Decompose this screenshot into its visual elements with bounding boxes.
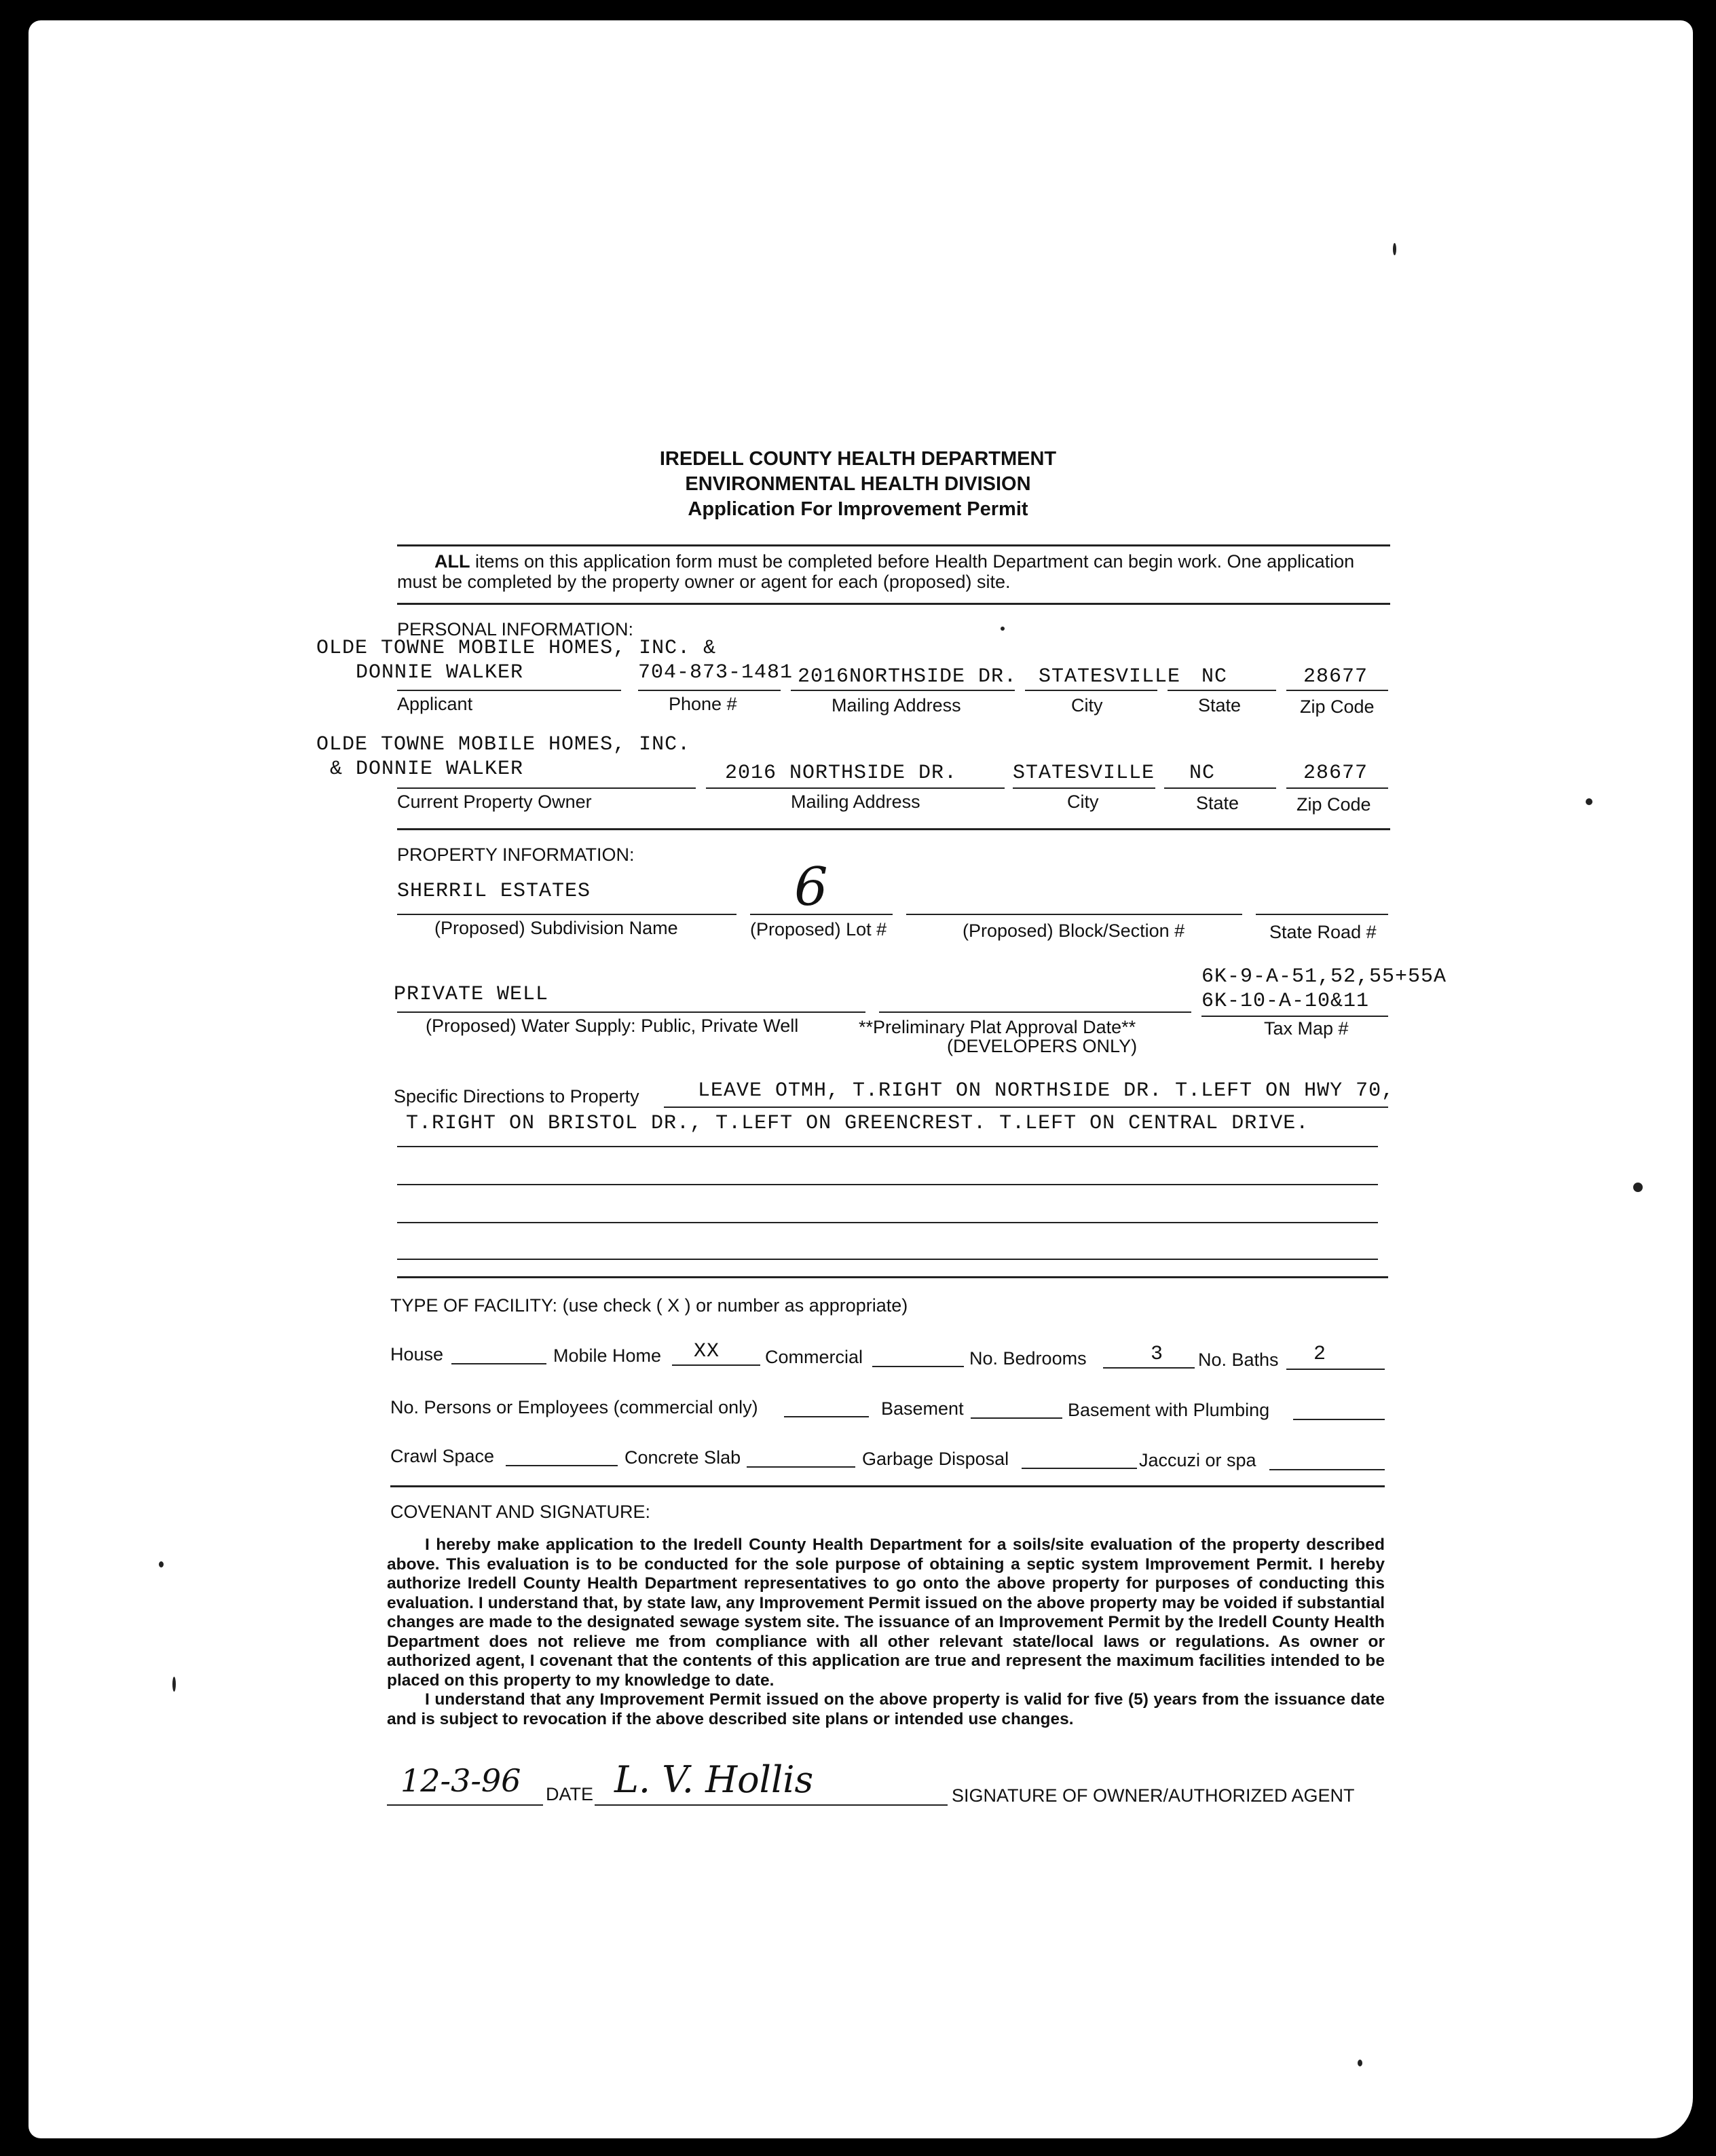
- scan-mark: [1393, 243, 1396, 255]
- subdivision-label: (Proposed) Subdivision Name: [434, 918, 678, 938]
- mailing-label: Mailing Address: [832, 695, 961, 715]
- applicant-mailing-address: 2016NORTHSIDE DR.: [798, 665, 1018, 688]
- owner-zip-label: Zip Code: [1297, 794, 1371, 815]
- header-rule: [397, 544, 1390, 546]
- owner-label: Current Property Owner: [397, 792, 592, 812]
- water-field-line: [397, 1011, 865, 1013]
- crawl-space-field-line: [506, 1465, 618, 1466]
- bedrooms-label: No. Bedrooms: [969, 1348, 1087, 1369]
- owner-zip-field-line: [1286, 787, 1388, 789]
- owner-field-line: [397, 787, 696, 789]
- scan-mark: [172, 1677, 176, 1692]
- owner-mailing-label: Mailing Address: [791, 792, 920, 812]
- scan-mark: [1633, 1183, 1643, 1192]
- directions-field-line3: [397, 1184, 1378, 1185]
- subdivision-field-line: [397, 914, 736, 915]
- commercial-label: Commercial: [765, 1347, 863, 1367]
- garbage-disposal-label: Garbage Disposal: [862, 1449, 1009, 1469]
- owner-name-line2: & DONNIE WALKER: [330, 758, 524, 781]
- department-title: IREDELL COUNTY HEALTH DEPARTMENT: [659, 448, 1057, 470]
- signature-field-line: [595, 1804, 948, 1806]
- signature-label: SIGNATURE OF OWNER/AUTHORIZED AGENT: [952, 1785, 1355, 1806]
- mobile-home-label: Mobile Home: [553, 1345, 662, 1366]
- owner-city-label: City: [1067, 792, 1099, 812]
- covenant-paragraph-2: I understand that any Improvement Permit issued on the above property is valid for five (5) years from the issuance date and is subject to revocation if the above described site plans or intended use changes.: [387, 1690, 1385, 1728]
- scan-mark: [1358, 2060, 1362, 2066]
- applicant-name-line2: DONNIE WALKER: [356, 661, 524, 684]
- house-label: House: [390, 1344, 444, 1364]
- directions-line2: T.RIGHT ON BRISTOL DR., T.LEFT ON GREENCREST. T.LEFT ON CENTRAL DRIVE.: [406, 1112, 1309, 1135]
- owner-city-field-line: [1013, 787, 1155, 789]
- phone-field-line: [638, 690, 781, 691]
- state-label: State: [1198, 695, 1242, 715]
- road-field-line: [1256, 914, 1388, 915]
- baths-field-line: [1286, 1369, 1385, 1370]
- bedrooms-value: 3: [1151, 1343, 1164, 1366]
- zip-label: Zip Code: [1300, 696, 1375, 717]
- owner-state: NC: [1189, 762, 1216, 785]
- owner-name-line1: OLDE TOWNE MOBILE HOMES, INC.: [316, 733, 691, 756]
- intro-line1: ALL items on this application form must be completed before Health Department can begin work. One application: [434, 551, 1355, 572]
- owner-zip: 28677: [1303, 762, 1368, 785]
- subdivision-name: SHERRIL ESTATES: [397, 880, 591, 903]
- zip-field-line: [1286, 690, 1388, 691]
- directions-field-line2: [397, 1146, 1378, 1147]
- owner-mailing-address: 2016 NORTHSIDE DR.: [725, 762, 958, 785]
- scan-mark: [1001, 627, 1005, 631]
- concrete-slab-label: Concrete Slab: [624, 1447, 741, 1468]
- covenant-heading: COVENANT AND SIGNATURE:: [390, 1502, 651, 1522]
- directions-label: Specific Directions to Property: [394, 1086, 639, 1107]
- baths-value: 2: [1313, 1343, 1327, 1366]
- tax-map-line2: 6K-10-A-10&11: [1201, 990, 1370, 1013]
- directions-line1: LEAVE OTMH, T.RIGHT ON NORTHSIDE DR. T.LEFT ON HWY 70,: [698, 1079, 1395, 1102]
- developers-only-label: (DEVELOPERS ONLY): [947, 1036, 1138, 1056]
- city-label: City: [1071, 695, 1103, 715]
- persons-label: No. Persons or Employees (commercial only): [390, 1397, 758, 1417]
- water-supply-value: PRIVATE WELL: [394, 983, 549, 1006]
- owner-signature: L. V. Hollis: [614, 1758, 814, 1801]
- jaccuzi-label: Jaccuzi or spa: [1139, 1450, 1256, 1470]
- persons-field-line: [784, 1416, 869, 1417]
- owner-city: STATESVILLE: [1013, 762, 1155, 785]
- lot-number: 6: [794, 857, 828, 918]
- form-title: Application For Improvement Permit: [688, 498, 1028, 520]
- plat-field-line: [879, 1011, 1191, 1013]
- property-info-heading: PROPERTY INFORMATION:: [397, 844, 635, 865]
- road-label: State Road #: [1269, 922, 1377, 942]
- applicant-name-line1: OLDE TOWNE MOBILE HOMES, INC. &: [316, 637, 717, 660]
- directions-field-line5: [397, 1259, 1378, 1260]
- crawl-space-label: Crawl Space: [390, 1446, 495, 1466]
- house-field-line: [451, 1363, 546, 1364]
- lot-field-line: [750, 914, 893, 915]
- lot-label: (Proposed) Lot #: [750, 919, 887, 940]
- block-field-line: [906, 914, 1242, 915]
- owner-state-label: State: [1196, 793, 1239, 813]
- applicant-zip: 28677: [1303, 665, 1368, 688]
- directions-field-line1: [664, 1107, 1388, 1108]
- applicant-phone: 704-873-1481: [638, 661, 794, 684]
- tax-map-line1: 6K-9-A-51,52,55+55A: [1201, 965, 1447, 988]
- basement-plumbing-label: Basement with Plumbing: [1068, 1400, 1270, 1420]
- intro-rule: [397, 603, 1390, 605]
- commercial-field-line: [872, 1366, 964, 1367]
- signed-date: 12-3-96: [400, 1762, 521, 1799]
- date-label: DATE: [546, 1784, 594, 1804]
- intro-line2: must be completed by the property owner or agent for each (proposed) site.: [397, 572, 1011, 592]
- covenant-paragraph-1: I hereby make application to the Iredell County Health Department for a soils/site evaluation of the property described above. This evaluation is to be conducted for the sole purpose of obtaining a septic system Improvement Permit. I hereby authorize Iredell County Health Department representatives to go onto the above property for purposes of conducting this evaluation. I understand that, by state law, any Improvement Permit issued on the above property may be voided if substantial changes are made to the designated sewage system site. The issuance of an Improvement Permit by the Iredell County Health Department does not relieve me from compliance with all other relevant state/local laws or regulations. As owner or authorized agent, I covenant that the contents of this application are true and represent the maximum facilities intended to be placed on this property to my knowledge to date.: [387, 1536, 1385, 1690]
- applicant-field-line: [397, 690, 621, 691]
- basement-plumbing-field-line: [1293, 1419, 1385, 1420]
- scan-mark: [159, 1561, 164, 1567]
- division-title: ENVIRONMENTAL HEALTH DIVISION: [685, 473, 1031, 495]
- bedrooms-field-line: [1103, 1367, 1195, 1369]
- applicant-city: STATESVILLE: [1039, 665, 1181, 688]
- concrete-slab-field-line: [747, 1466, 855, 1468]
- baths-label: No. Baths: [1198, 1350, 1279, 1370]
- applicant-state: NC: [1201, 665, 1228, 688]
- block-label: (Proposed) Block/Section #: [963, 921, 1185, 941]
- water-supply-label: (Proposed) Water Supply: Public, Private Well: [426, 1016, 799, 1036]
- applicant-label: Applicant: [397, 694, 473, 714]
- jaccuzi-field-line: [1269, 1469, 1385, 1470]
- city-field-line: [1025, 690, 1157, 691]
- basement-field-line: [971, 1417, 1062, 1419]
- personal-info-heading: PERSONAL INFORMATION:: [397, 619, 634, 639]
- plat-approval-label: **Preliminary Plat Approval Date**: [859, 1017, 1136, 1037]
- covenant-text: [387, 1536, 1385, 1729]
- date-field-line: [387, 1804, 543, 1806]
- basement-label: Basement: [881, 1398, 964, 1419]
- tax-map-label: Tax Map #: [1264, 1018, 1349, 1039]
- tax-map-field-line: [1201, 1016, 1388, 1017]
- mailing-field-line: [791, 690, 1015, 691]
- directions-field-line4: [397, 1222, 1378, 1223]
- facility-section-rule: [390, 1485, 1385, 1487]
- owner-mailing-field-line: [706, 787, 1005, 789]
- owner-state-field-line: [1164, 787, 1276, 789]
- garbage-disposal-field-line: [1022, 1468, 1137, 1469]
- state-field-line: [1168, 690, 1276, 691]
- phone-label: Phone #: [669, 694, 737, 714]
- mobile-home-field-line: [672, 1364, 760, 1366]
- facility-heading: TYPE OF FACILITY: (use check ( X ) or number as appropriate): [390, 1295, 908, 1316]
- mobile-home-value: XX: [694, 1340, 720, 1363]
- owner-section-rule: [397, 828, 1390, 830]
- directions-section-rule: [397, 1276, 1388, 1278]
- scan-mark: [1586, 798, 1592, 805]
